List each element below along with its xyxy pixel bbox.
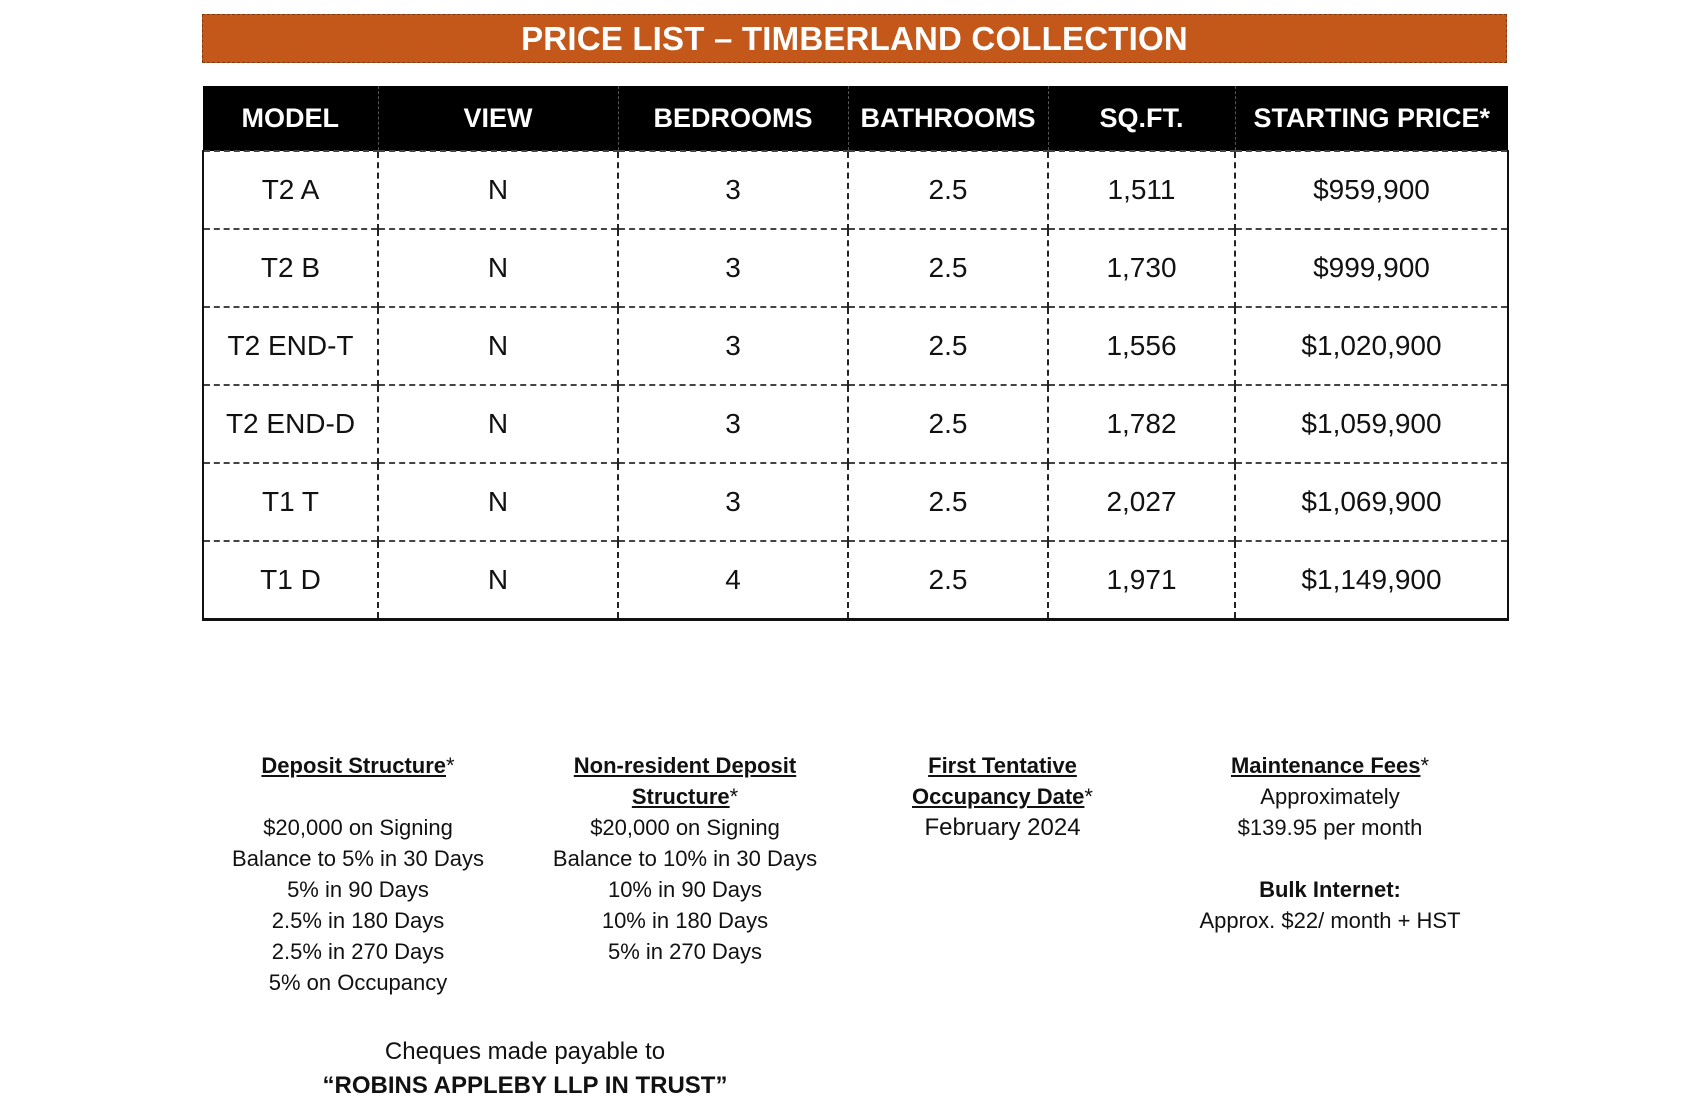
cell-model: T2 A [203,151,378,229]
table-row [203,151,1508,229]
cell-view: N [378,541,618,620]
cell-model: T2 END-T [203,307,378,385]
cheques-line1: Cheques made payable to [384,1038,666,1065]
cell-bedrooms: 3 [618,229,848,307]
cheques-note [300,1035,750,1103]
nonresident-star: * [729,784,739,809]
occupancy-heading-line1: First Tentative [928,753,1077,778]
price-table [202,86,1509,621]
cell-model: T2 B [203,229,378,307]
cell-model: T1 T [203,463,378,541]
header-view: VIEW [378,86,618,151]
nonresident-line: 10% in 90 Days [607,877,763,902]
header-starting-price: STARTING PRICE* [1235,86,1508,151]
occupancy-star: * [1084,784,1093,809]
cell-sqft: 1,511 [1048,151,1235,229]
cheques-payee: “ROBINS APPLEBY LLP IN TRUST” [322,1072,728,1099]
occupancy-date [880,750,1125,843]
maintenance-line1: Approximately [1260,784,1400,809]
nonresident-deposit-structure [540,750,830,967]
cell-model: T1 D [203,541,378,620]
cell-model: T2 END-D [203,385,378,463]
title-banner [202,14,1507,63]
table-row [203,385,1508,463]
cell-bedrooms: 3 [618,385,848,463]
cell-price: $999,900 [1235,229,1508,307]
nonresident-line: 10% in 180 Days [601,908,769,933]
nonresident-heading-line1: Non-resident Deposit [573,753,797,778]
deposit-line: 5% on Occupancy [268,970,448,995]
cell-bathrooms: 2.5 [848,541,1048,620]
deposit-line: 2.5% in 180 Days [271,908,445,933]
cell-sqft: 1,730 [1048,229,1235,307]
cell-view: N [378,151,618,229]
cell-view: N [378,229,618,307]
occupancy-heading-line2: Occupancy Date [912,784,1085,809]
nonresident-line: 5% in 270 Days [607,939,763,964]
cell-bedrooms: 3 [618,307,848,385]
cell-bedrooms: 4 [618,541,848,620]
nonresident-line: Balance to 10% in 30 Days [552,846,818,871]
maintenance-fees [1170,750,1490,936]
cell-bedrooms: 3 [618,463,848,541]
deposit-structure [218,750,498,998]
table-row [203,307,1508,385]
maintenance-line2: $139.95 per month [1237,815,1423,840]
cell-bathrooms: 2.5 [848,229,1048,307]
header-bedrooms: BEDROOMS [618,86,848,151]
cell-price: $959,900 [1235,151,1508,229]
deposit-line: Balance to 5% in 30 Days [232,846,484,871]
occupancy-value: February 2024 [924,814,1081,841]
cell-price: $1,149,900 [1235,541,1508,620]
internet-value: Approx. $22/ month + HST [1199,908,1461,933]
cell-bathrooms: 2.5 [848,307,1048,385]
maintenance-heading: Maintenance Fees [1230,753,1421,778]
maintenance-star: * [1420,753,1430,778]
cell-price: $1,059,900 [1235,385,1508,463]
nonresident-line: $20,000 on Signing [590,815,780,840]
cell-view: N [378,385,618,463]
page-title: PRICE LIST – TIMBERLAND COLLECTION [521,19,1188,57]
deposit-line: 2.5% in 270 Days [271,939,445,964]
cell-sqft: 2,027 [1048,463,1235,541]
cell-price: $1,020,900 [1235,307,1508,385]
header-model: MODEL [203,86,378,151]
deposit-heading: Deposit Structure [261,753,447,778]
cell-price: $1,069,900 [1235,463,1508,541]
header-bathrooms: BATHROOMS [848,86,1048,151]
table-row [203,541,1508,620]
deposit-line: $20,000 on Signing [263,815,453,840]
deposit-line: 5% in 90 Days [287,877,429,902]
table-row [203,229,1508,307]
cell-bathrooms: 2.5 [848,151,1048,229]
cell-bathrooms: 2.5 [848,385,1048,463]
cell-view: N [378,307,618,385]
table-row [203,463,1508,541]
cell-bedrooms: 3 [618,151,848,229]
cell-sqft: 1,556 [1048,307,1235,385]
cell-bathrooms: 2.5 [848,463,1048,541]
cell-view: N [378,463,618,541]
table-header-row [203,86,1508,151]
header-sqft: SQ.FT. [1048,86,1235,151]
cell-sqft: 1,971 [1048,541,1235,620]
internet-heading: Bulk Internet: [1259,877,1401,902]
deposit-star: * [446,753,455,778]
nonresident-heading-line2: Structure [631,784,730,809]
cell-sqft: 1,782 [1048,385,1235,463]
